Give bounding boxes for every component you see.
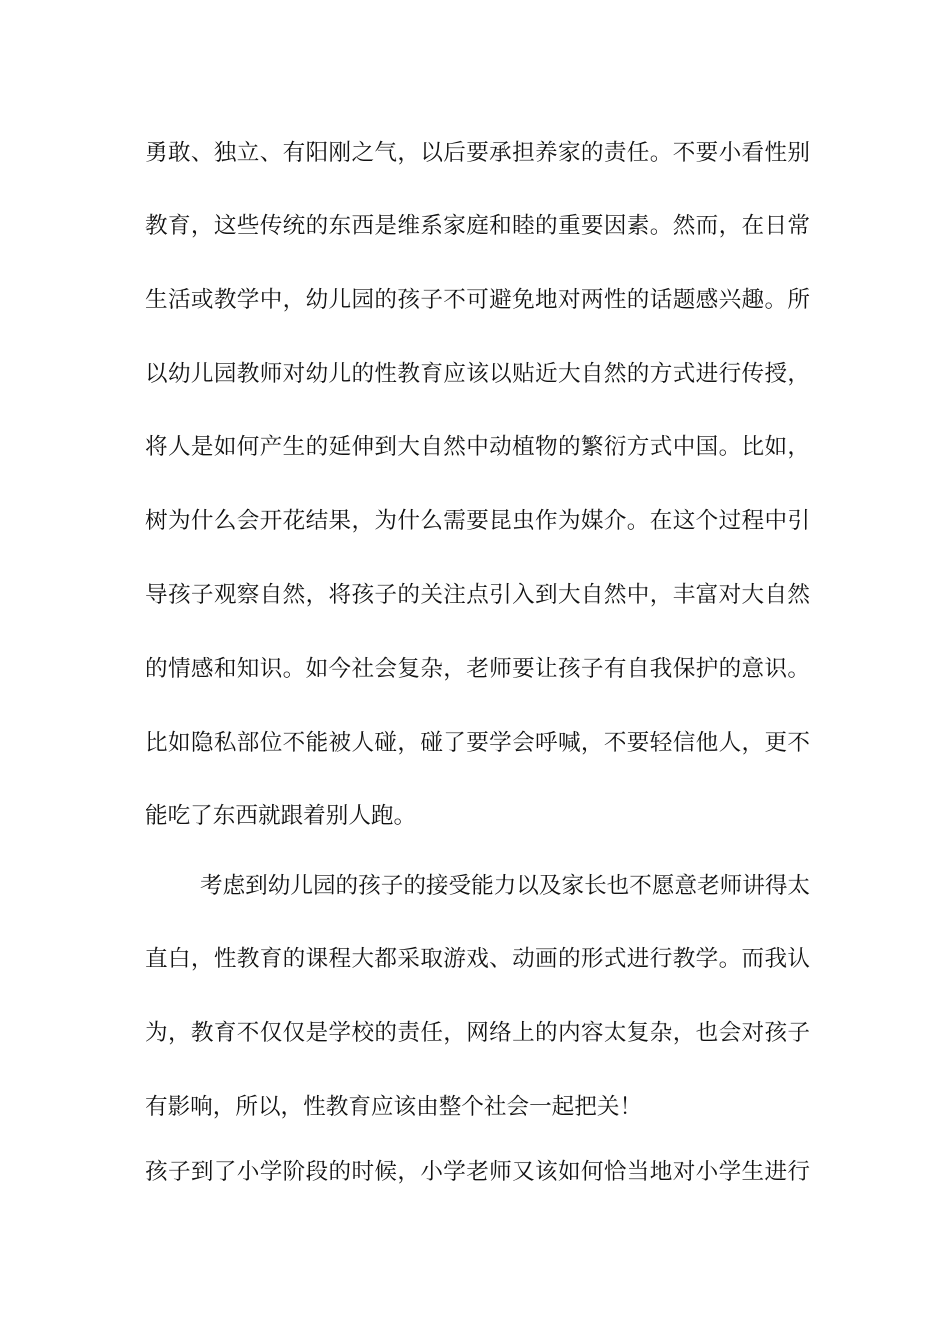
paragraph-line: 导孩子观察自然，将孩子的关注点引入到大自然中，丰富对大自然 — [145, 582, 810, 608]
paragraph-line: 以幼儿园教师对幼儿的性教育应该以贴近大自然的方式进行传授， — [145, 361, 810, 387]
paragraph-line: 能吃了东西就跟着别人跑。 — [145, 803, 417, 829]
paragraph-line: 为，教育不仅仅是学校的责任，网络上的内容太复杂，也会对孩子 — [145, 1020, 810, 1046]
paragraph-line: 将人是如何产生的延伸到大自然中动植物的繁衍方式中国。比如， — [145, 434, 810, 460]
paragraph-line: 直白，性教育的课程大都采取游戏、动画的形式进行教学。而我认 — [145, 946, 810, 972]
paragraph-line: 的情感和知识。如今社会复杂，老师要让孩子有自我保护的意识。 — [145, 656, 810, 682]
paragraph-line: 有影响，所以，性教育应该由整个社会一起把关！ — [145, 1094, 643, 1120]
paragraph-line: 比如隐私部位不能被人碰，碰了要学会呼喊，不要轻信他人，更不 — [145, 730, 810, 756]
paragraph-line: 树为什么会开花结果，为什么需要昆虫作为媒介。在这个过程中引 — [145, 508, 810, 534]
paragraph-line: 生活或教学中，幼儿园的孩子不可避免地对两性的话题感兴趣。所 — [145, 287, 810, 313]
paragraph-line: 孩子到了小学阶段的时候，小学老师又该如何恰当地对小学生进行 — [145, 1159, 810, 1185]
paragraph-line: 教育，这些传统的东西是维系家庭和睦的重要因素。然而，在日常 — [145, 213, 810, 239]
paragraph-line: 考虑到幼儿园的孩子的接受能力以及家长也不愿意老师讲得太 — [200, 873, 811, 899]
paragraph-line: 勇敢、独立、有阳刚之气，以后要承担养家的责任。不要小看性别 — [145, 140, 810, 166]
